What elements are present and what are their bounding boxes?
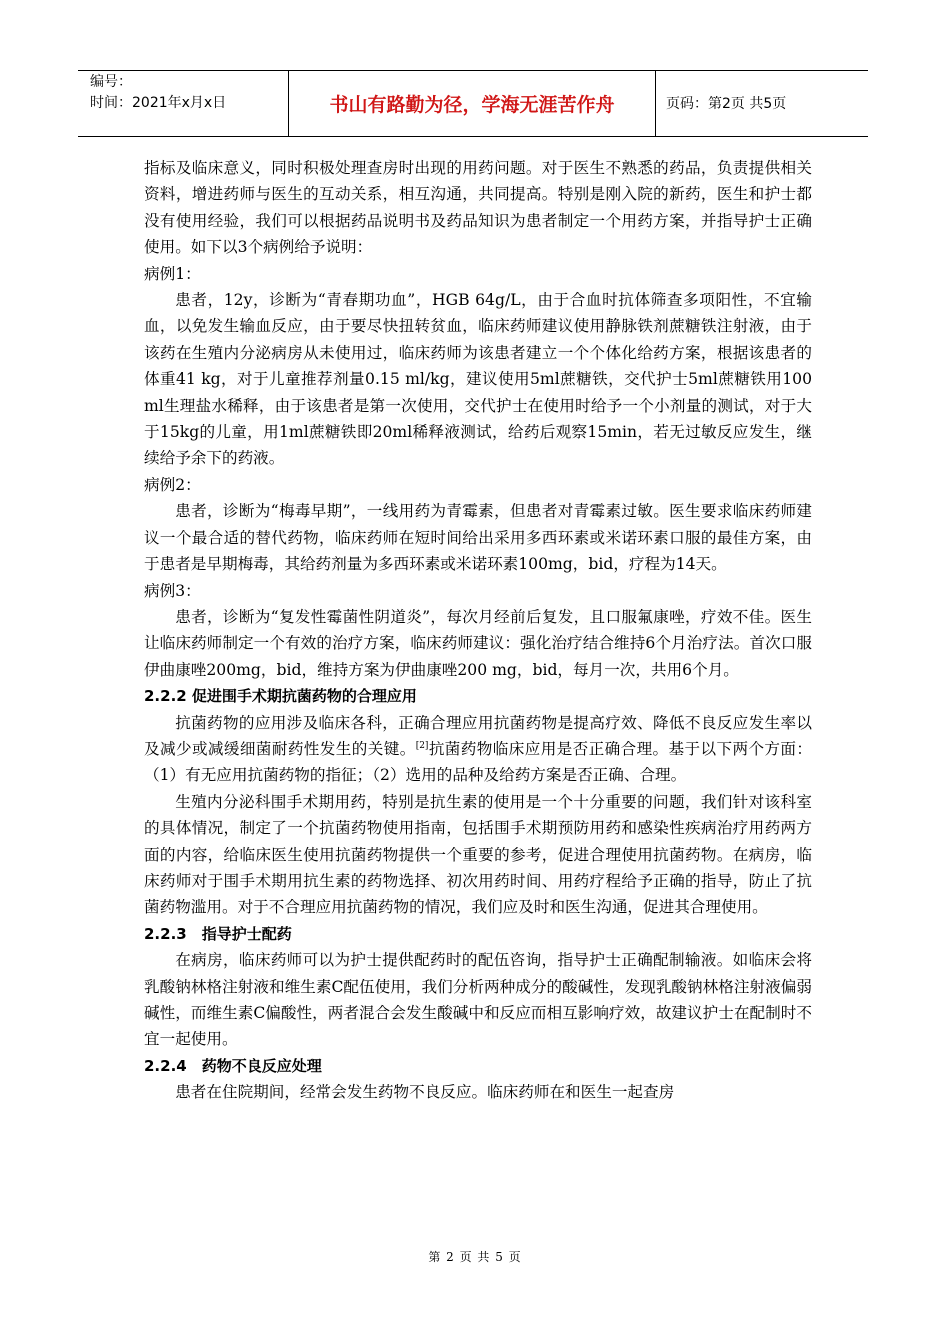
page-header bbox=[78, 70, 868, 137]
antibiotics-text-a: 抗菌药物的应用涉及临床各科，正确合理应用抗菌药物是提高疗效、降低不良反应发生率以及减少或减缓细菌耐药性发生的关键。 bbox=[144, 713, 812, 758]
paragraph-intro: 指标及临床意义，同时积极处理查房时出现的用药问题。对于医生不熟悉的药品，负责提供相关资料，增进药师与医生的互动关系，相互沟通，共同提高。特别是刚入院的新药，医生和护士都没有使用经验，我们可以根据药品说明书及药品知识为患者制定一个用药方案，并指导护士正确使用。如下以3个病例给予说明： bbox=[144, 159, 812, 257]
header-time: 时间：2021年x月x日 bbox=[90, 95, 227, 111]
header-page-info: 页码：第2页 共5页 bbox=[666, 96, 787, 112]
case1-label: 病例1： bbox=[144, 264, 201, 283]
paragraph-nurse: 在病房，临床药师可以为护士提供配药时的配伍咨询，指导护士正确配制输液。如临床会将乳酸钠林格注射液和维生素C配伍使用，我们分析两种成分的酸碱性，发现乳酸钠林格注射液偏弱碱性，而维生素C偏酸性，两者混合会发生酸碱中和反应而相互影响疗效，故建议护士在配制时不宜一起使用。 bbox=[144, 951, 812, 1049]
section-heading-2-2-3: 2.2.3 指导护士配药 bbox=[144, 924, 292, 943]
case3-text: 患者，诊断为“复发性霉菌性阴道炎”，每次月经前后复发，且口服氟康唑，疗效不佳。医生让临床药师制定一个有效的治疗方案，临床药师建议：强化治疗结合维持6个月治疗法。首次口服伊曲康唑200mg，bid，维持方案为伊曲康唑200 mg，bid，每月一次，共用6个月。 bbox=[144, 607, 812, 679]
citation-ref: [2] bbox=[415, 740, 429, 751]
page-footer: 第 2 页 共 5 页 bbox=[428, 1250, 522, 1264]
paragraph-antibiotics-1 bbox=[144, 710, 812, 789]
case2-text: 患者，诊断为“梅毒早期”，一线用药为青霉素，但患者对青霉素过敏。医生要求临床药师建议一个最合适的替代药物，临床药师在短时间给出采用多西环素或米诺环素口服的最佳方案，由于患者是早期梅毒，其给药剂量为多西环素或米诺环素100mg，bid，疗程为14天。 bbox=[144, 502, 812, 574]
case1-text: 患者，12y，诊断为“青春期功血”，HGB 64g/L，由于合血时抗体筛查多项阳性，不宜输血，以免发生输血反应，由于要尽快扭转贫血，临床药师建议使用静脉铁剂蔗糖铁注射液，由于该药在生殖内分泌病房从未使用过，临床药师为该患者建立一个个体化给药方案，根据该患者的体重41 kg，对于儿童推荐剂量0.15 ml/kg，建议使用5ml蔗糖铁，交代护士5ml蔗糖铁用100 ml生理盐水稀释，由于该患者是第一次使用，交代护士在使用时给予一个小剂量的测试，对于大于15kg的儿童，用1ml蔗糖铁即20ml稀释液测试，给药后观察15min，若无过敏反应发生，继续给予余下的药液。 bbox=[144, 291, 812, 468]
antibiotics-text-b: 抗菌药物临床应用是否正确合理。基于以下两个方面：（1）有无应用抗菌药物的指征；（2）选用的品种及给药方案是否正确、合理。 bbox=[144, 739, 812, 785]
case2-label: 病例2： bbox=[144, 475, 201, 494]
section-heading-2-2-4: 2.2.4 药物不良反应处理 bbox=[144, 1056, 322, 1075]
paragraph-antibiotics-2: 生殖内分泌科围手术期用药，特别是抗生素的使用是一个十分重要的问题，我们针对该科室的具体情况，制定了一个抗菌药物使用指南，包括围手术期预防用药和感染性疾病治疗用药两方面的内容，给临床医生使用抗菌药物提供一个重要的参考，促进合理使用抗菌药物。在病房，临床药师对于围手术期用抗生素的药物选择、初次用药时间、用药疗程给予正确的指导，防止了抗菌药物滥用。对于不合理应用抗菌药物的情况，我们应及时和医生沟通，促进其合理使用。 bbox=[144, 792, 812, 917]
section-heading-2-2-2: 2.2.2 促进围手术期抗菌药物的合理应用 bbox=[144, 687, 417, 706]
header-number: 编号： bbox=[90, 74, 132, 90]
header-motto: 书山有路勤为径，学海无涯苦作舟 bbox=[288, 70, 656, 136]
document-body bbox=[144, 155, 812, 1106]
header-bottom-rule bbox=[78, 136, 868, 137]
header-meta bbox=[90, 72, 290, 114]
case3-label: 病例3： bbox=[144, 581, 201, 600]
paragraph-adr: 患者在住院期间，经常会发生药物不良反应。临床药师在和医生一起查房 bbox=[175, 1083, 675, 1102]
